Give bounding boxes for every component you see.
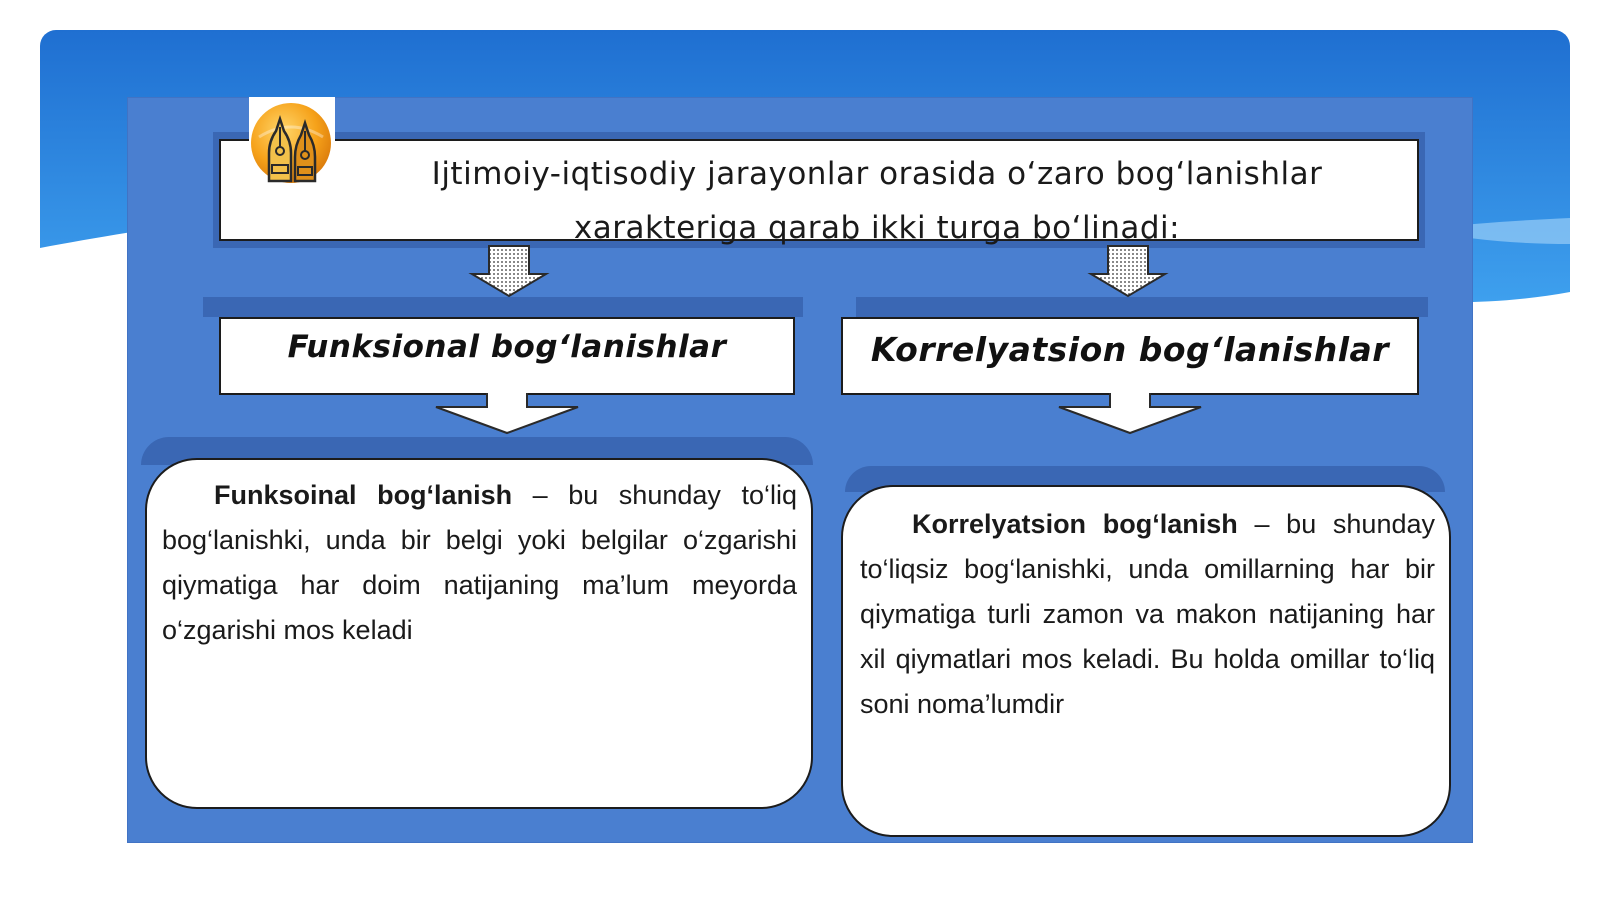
functional-links-label: Funksional bog‘lanishlar xyxy=(287,329,727,365)
correlational-definition-term: Korrelyatsion bog‘lanish xyxy=(912,509,1238,539)
arrow-down-right-icon xyxy=(1055,393,1205,435)
type-left-shadow xyxy=(203,297,803,317)
functional-links-box xyxy=(219,317,795,395)
functional-definition-text xyxy=(162,473,797,653)
functional-definition-box xyxy=(145,458,813,809)
functional-definition-term: Funksoinal bog‘lanish xyxy=(214,480,513,510)
intro-box xyxy=(219,139,1419,246)
arrow-down-left-icon xyxy=(432,393,582,435)
intro-text: Ijtimoiy-iqtisodiy jarayonlar orasida o‘zaro bog‘lanishlar xarakteriga qarab ikki turga bo‘linadi: xyxy=(431,156,1323,246)
correlational-definition-body: – bu shunday to‘liqsiz bog‘lanishki, unda omillarning har bir qiymatiga turli zamon va makon natijaning har xil qiymatlari mos keladi. Bu holda omillar to‘liq soni noma’lumdir xyxy=(860,509,1435,719)
correlational-links-box xyxy=(841,317,1419,395)
correlational-definition-text xyxy=(860,502,1435,727)
correlational-links-label: Korrelyatsion bog‘lanishlar xyxy=(870,329,1390,369)
correlational-definition-box xyxy=(841,485,1451,837)
fountain-pen-nibs-icon xyxy=(249,97,335,187)
dotted-arrow-left-icon xyxy=(468,244,550,298)
dotted-arrow-right-icon xyxy=(1087,244,1169,298)
functional-definition-body: – bu shunday to‘liq bog‘lanishki, unda bir belgi yoki belgilar o‘zgarishi qiymatiga har doim natijaning ma’lum meyorda o‘zgarishi mos keladi xyxy=(162,480,797,645)
type-right-shadow xyxy=(856,297,1428,317)
